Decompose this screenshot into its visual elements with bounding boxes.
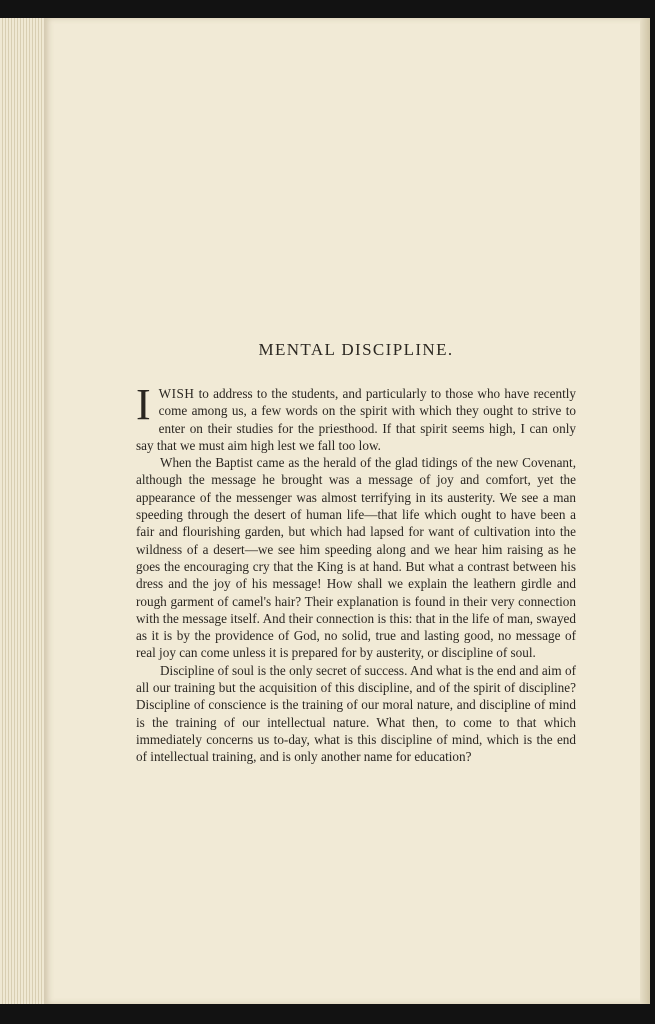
page-gutter xyxy=(640,18,650,1004)
chapter-title: MENTAL DISCIPLINE. xyxy=(258,340,454,359)
paragraph-2: When the Baptist came as the herald of the glad tidings of the new Covenant, although the message he brought was a message of joy and comfort, yet the appearance of the messenger was almost terrifying in its austerity. We see a man speeding through the desert of human life—that life which ought to have been a fair and flourishing garden, but which had lapsed for want of cultivation into the wildness of a desert—we see him speeding along and we hear him raising as he goes the encouraging cry that the King is at hand. But what a contrast between his dress and the joy of his message! How shall we explain the leathern girdle and rough garment of camel's hair? Their explanation is found in their very connection with the message itself. And their connection is this: that in the life of man, swayed as it is by the providence of God, no solid, true and lasting good, no message of real joy can come unless it is prepared for by austerity, or discipline of soul. xyxy=(136,455,576,661)
chapter-body xyxy=(136,380,576,766)
paragraph-1-text: to address to the students, and particularly to those who have recently come among us, a few words on the spirit with which they ought to strive to enter on their studies for the priesthood. If that spirit seems high, I can only say that we must aim high lest we fall too low. xyxy=(136,386,576,453)
page-edges xyxy=(0,18,46,1004)
drop-cap: I xyxy=(136,380,151,429)
paragraph-3: Discipline of soul is the only secret of success. And what is the end and aim of all our training but the acquisition of this discipline, and of the spirit of discipline? Discipline of conscience is the training of our moral nature, and discipline of mind is the training of our intellectual nature. What then, to come to that which immediately concerns us to-day, what is this discipline of mind, which is the end of intellectual training, and is only another name for education? xyxy=(136,662,576,765)
lead-word: WISH xyxy=(158,386,195,401)
paragraph-1 xyxy=(136,380,576,454)
